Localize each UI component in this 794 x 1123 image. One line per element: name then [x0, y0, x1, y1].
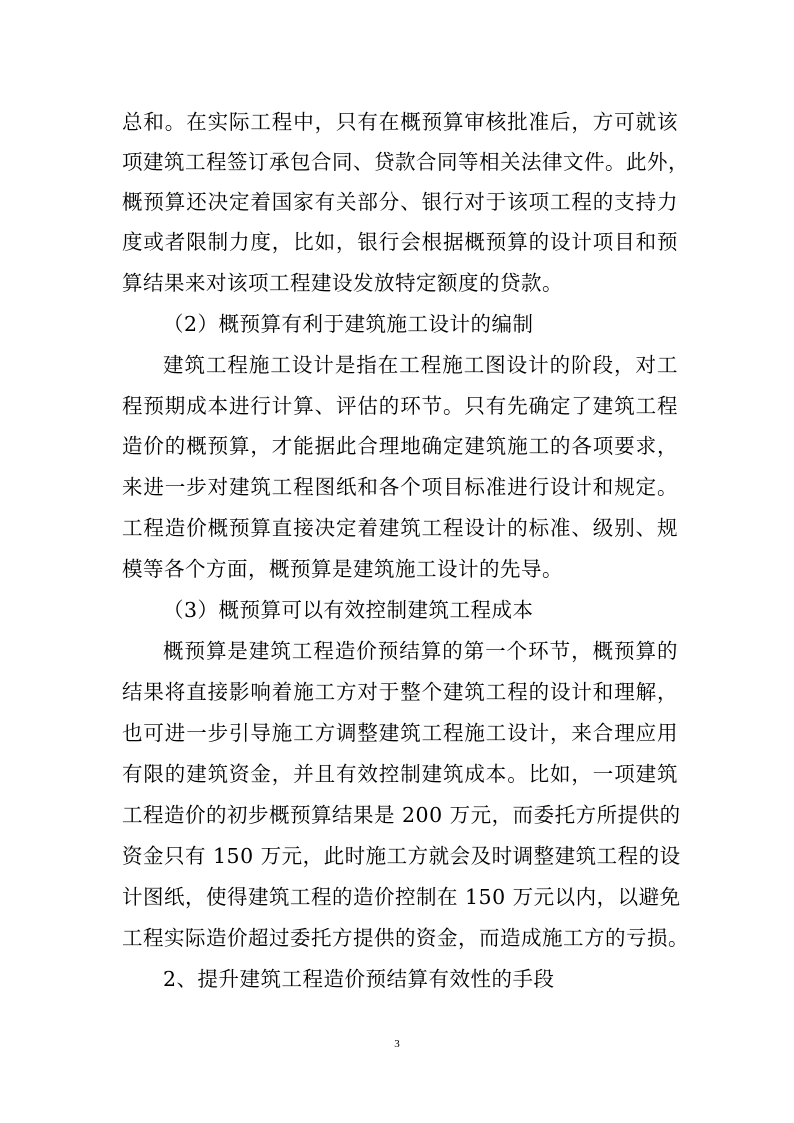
section-heading-2: （2）概预算有利于建筑施工设计的编制 [163, 312, 534, 336]
paragraph-line-8: 程预期成本进行计算、评估的环节。只有先确定了建筑工程 [122, 394, 678, 418]
paragraph-line-15: 结果将直接影响着施工方对于整个建筑工程的设计和理解， [122, 680, 678, 704]
paragraph-line-10: 来进一步对建筑工程图纸和各个项目标准进行设计和规定。 [122, 475, 678, 499]
page-number: 3 [394, 1038, 400, 1050]
paragraph-line-3: 概预算还决定着国家有关部分、银行对于该项工程的支持力 [122, 190, 678, 214]
paragraph-line-14: 概预算是建筑工程造价预结算的第一个环节，概预算的 [163, 639, 678, 663]
section-heading-main: 2、提升建筑工程造价预结算有效性的手段 [163, 967, 555, 991]
paragraph-line-5: 算结果来对该项工程建设发放特定额度的贷款。 [122, 271, 563, 295]
section-heading-3: （3）概预算可以有效控制建筑工程成本 [163, 598, 534, 622]
paragraph-line-21: 工程实际造价超过委托方提供的资金，而造成施工方的亏损。 [122, 926, 689, 950]
paragraph-line-16: 也可进一步引导施工方调整建筑工程施工设计，来合理应用 [122, 721, 678, 745]
paragraph-line-1: 总和。在实际工程中，只有在概预算审核批准后，方可就该 [122, 110, 678, 134]
paragraph-line-7: 建筑工程施工设计是指在工程施工图设计的阶段，对工 [163, 353, 678, 377]
paragraph-line-18: 工程造价的初步概预算结果是 200 万元，而委托方所提供的 [122, 803, 681, 827]
paragraph-line-12: 模等各个方面，概预算是建筑施工设计的先导。 [122, 557, 563, 581]
paragraph-line-2: 项建筑工程签订承包合同、贷款合同等相关法律文件。此外， [122, 150, 689, 174]
paragraph-line-19: 资金只有 150 万元，此时施工方就会及时调整建筑工程的设 [122, 844, 681, 868]
paragraph-line-11: 工程造价概预算直接决定着建筑工程设计的标准、级别、规 [122, 516, 678, 540]
paragraph-line-20: 计图纸，使得建筑工程的造价控制在 150 万元以内，以避免 [122, 885, 681, 909]
paragraph-line-17: 有限的建筑资金，并且有效控制建筑成本。比如，一项建筑 [122, 762, 678, 786]
paragraph-line-4: 度或者限制力度，比如，银行会根据概预算的设计项目和预 [122, 230, 678, 254]
paragraph-line-9: 造价的概预算，才能据此合理地确定建筑施工的各项要求， [122, 434, 678, 458]
